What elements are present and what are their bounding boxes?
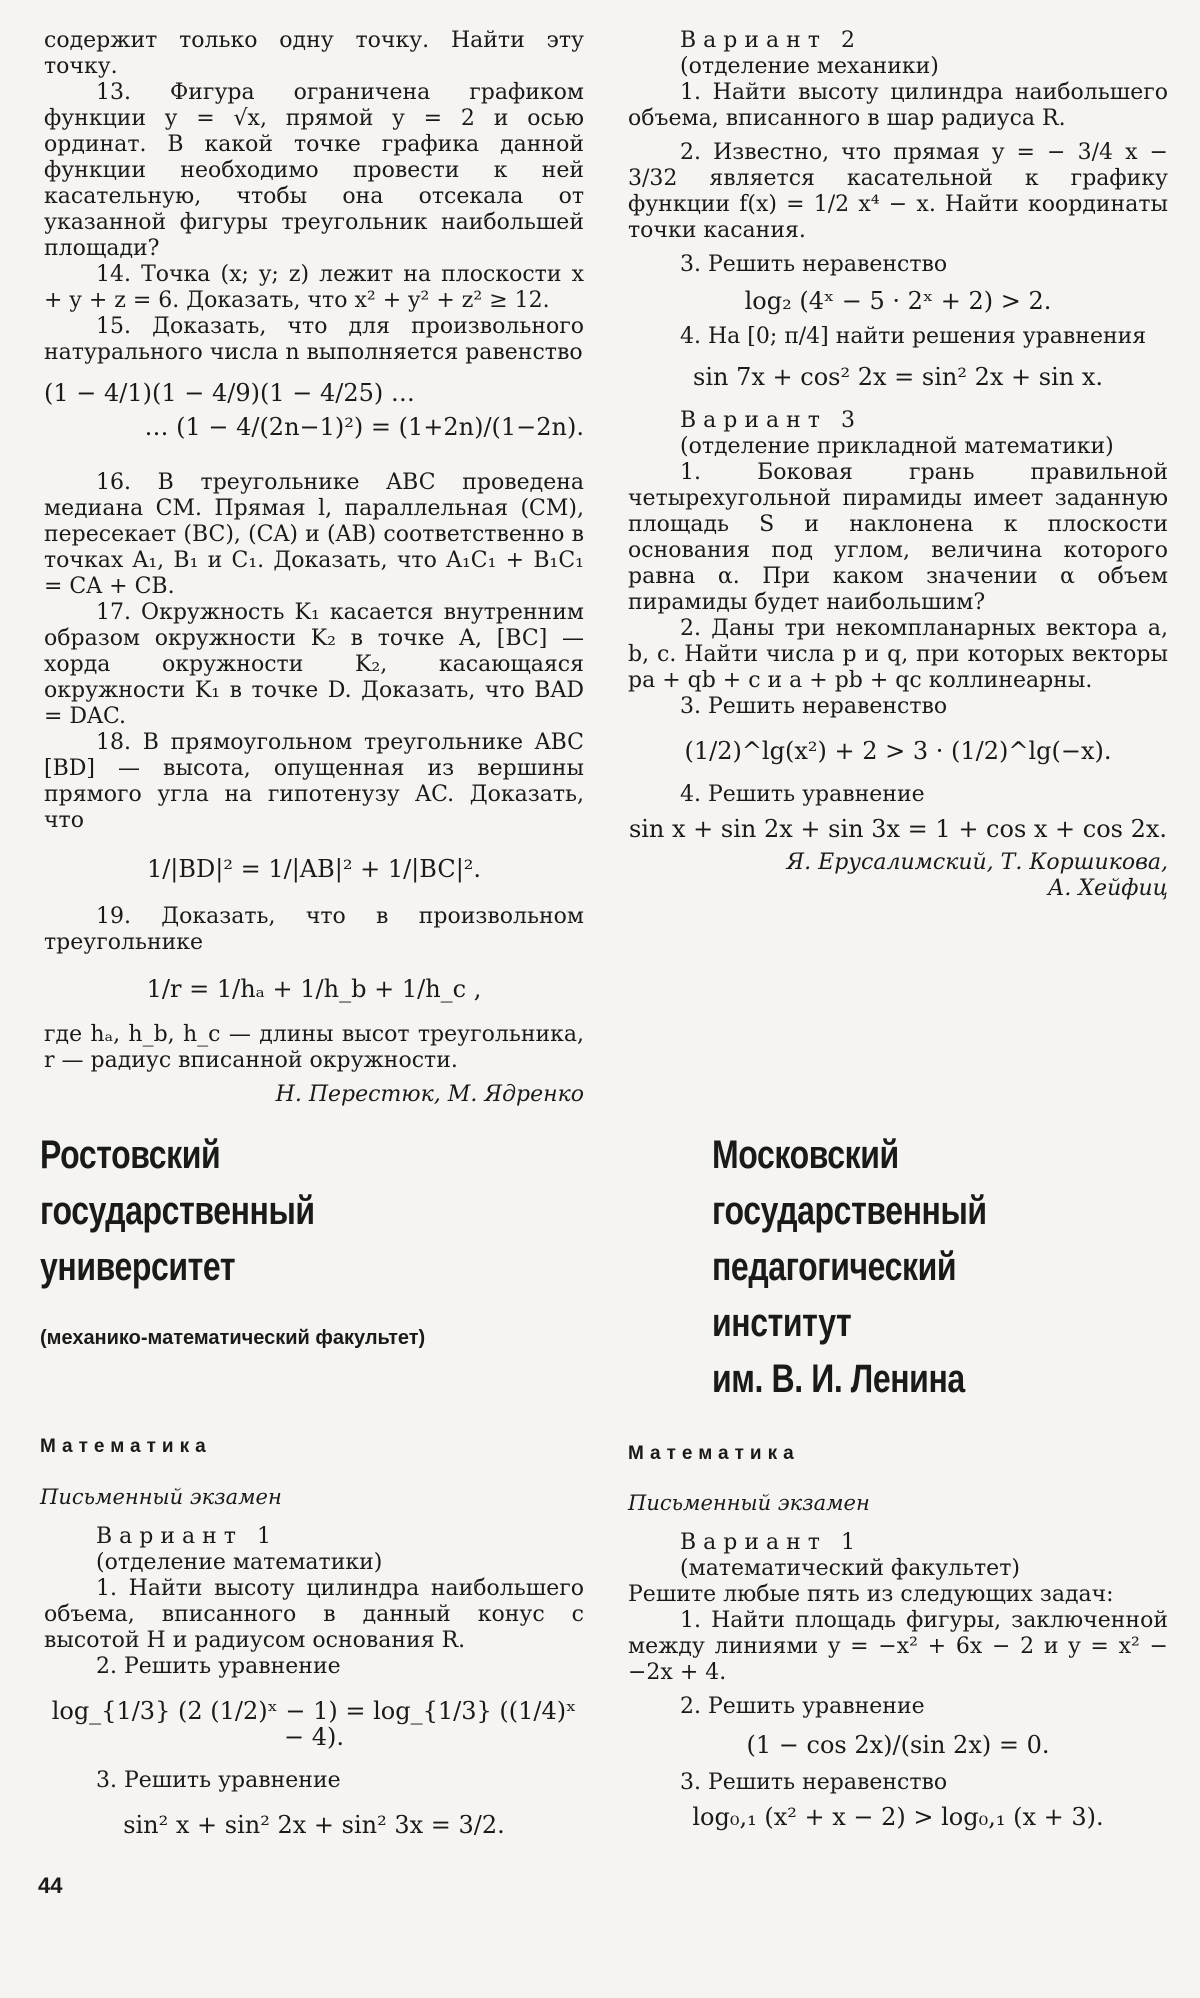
rostov-problem-3-formula: sin² x + sin² 2x + sin² 3x = 3/2.: [123, 1811, 505, 1839]
v3-problem-2: 2. Даны три некомпланарных вектора a, b, c. Найти числа p и q, при которых векторы pa + qb + c и a + pb + qc коллинеарны.: [628, 616, 1168, 693]
moscow-title-line2: государственный: [712, 1189, 987, 1233]
rostov-problem-3: 3. Решить уравнение: [96, 1768, 341, 1793]
problem-18-formula: 1/|BD|² = 1/|AB|² + 1/|BC|².: [146, 855, 482, 883]
rostov-subject: Математика: [40, 1436, 212, 1457]
v2-problem-1: 1. Найти высоту цилиндра наибольшего объема, вписанного в шар радиуса R.: [628, 80, 1168, 131]
rostov-variant-1: [44, 1524, 584, 1856]
v2-problem-3: 3. Решить неравенство: [680, 252, 948, 277]
problem-12-end: содержит только одну точку. Найти эту точку.: [44, 28, 584, 79]
rostov-title-line1: Ростовский: [40, 1133, 221, 1177]
page-number: 44: [38, 1873, 63, 1898]
v3-problem-1: 1. Боковая грань правильной четырехугольной пирамиды имеет заданную площадь S и наклонена к плоскости основания под углом, величина которого равна α. При каком значении α объем пирамиды будет наибольшим?: [628, 460, 1168, 615]
signature-right-1: Я. Ерусалимский, Т. Коршикова,: [786, 850, 1168, 875]
rostov-variant-1-title: Вариант 1: [96, 1524, 278, 1549]
problem-15-formula-line2: … (1 − 4/(2n−1)²) = (1+2n)/(1−2n).: [144, 413, 584, 441]
moscow-variant-1-title: Вариант 1: [680, 1530, 862, 1555]
problem-17: 17. Окружность K₁ касается внутренним образом окружности K₂ в точке A, [BC] — хорда окружности K₂, касающаяся окружности K₁ в точке D. Доказать, что BAD = DAC.: [44, 600, 584, 729]
moscow-title-line1: Московский: [712, 1133, 899, 1177]
problem-16: 16. В треугольнике ABC проведена медиана CM. Прямая l, параллельная (CM), пересекает (BC), (CA) и (AB) соответственно в точках A₁, B₁ и C₁. Доказать, что A₁C₁ + B₁C₁ = CA + CB.: [44, 470, 584, 599]
moscow-problem-3-formula: log₀,₁ (x² + x − 2) > log₀,₁ (x + 3).: [692, 1803, 1104, 1831]
problem-14: 14. Точка (x; y; z) лежит на плоскости x + y + z = 6. Доказать, что x² + y² + z² ≥ 12.: [44, 262, 584, 313]
rostov-variant-1-dept: (отделение математики): [96, 1550, 383, 1575]
v3-problem-4-formula: sin x + sin 2x + sin 3x = 1 + cos x + cos 2x.: [628, 815, 1168, 843]
variant-2-dept: (отделение механики): [680, 54, 939, 79]
v3-problem-3: 3. Решить неравенство: [680, 694, 948, 719]
variant-2-title: Вариант 2: [680, 28, 862, 53]
v3-problem-3-formula: (1/2)^lg(x²) + 2 > 3 · (1/2)^lg(−x).: [684, 737, 1112, 765]
rostov-title-line3: университет: [40, 1245, 236, 1289]
problem-13: 13. Фигура ограничена графиком функции y = √x, прямой y = 2 и осью ординат. В какой точке графика данной функции необходимо провести к ней касательную, чтобы она отсекала от указанной фигуры треугольник наибольшей площади?: [44, 80, 584, 261]
moscow-title-line3: педагогический институт: [712, 1245, 957, 1345]
variant-3-title: Вариант 3: [680, 408, 862, 433]
problem-18: 18. В прямоугольном треугольнике ABC [BD] — высота, опущенная из вершины прямого угла на гипотенузу AC. Доказать, что: [44, 730, 584, 833]
v2-problem-2: 2. Известно, что прямая y = − 3/4 x − 3/32 является касательной к графику функции f(x) = 1/2 x⁴ − x. Найти координаты точки касания.: [628, 140, 1168, 243]
moscow-subject: Математика: [628, 1443, 800, 1464]
moscow-problem-2-formula: (1 − cos 2x)/(sin 2x) = 0.: [746, 1731, 1050, 1759]
moscow-instruction: Решите любые пять из следующих задач:: [628, 1582, 1114, 1607]
rostov-problem-2: 2. Решить уравнение: [96, 1654, 341, 1679]
v2-problem-4-formula: sin 7x + cos² 2x = sin² 2x + sin x.: [693, 363, 1103, 391]
moscow-problem-2: 2. Решить уравнение: [680, 1694, 925, 1719]
right-column: [628, 28, 1168, 902]
signature-right-2: А. Хейфиц: [1047, 876, 1168, 901]
v3-problem-4: 4. Решить уравнение: [680, 782, 925, 807]
problem-15-formula-line1: (1 − 4/1)(1 − 4/9)(1 − 4/25) …: [44, 379, 415, 407]
moscow-problem-3: 3. Решить неравенство: [680, 1770, 948, 1795]
rostov-problem-1: 1. Найти высоту цилиндра наибольшего объема, вписанного в данный конус с высотой H и радиусом основания R.: [44, 1576, 584, 1653]
v2-problem-3-formula: log₂ (4ˣ − 5 · 2ˣ + 2) > 2.: [744, 287, 1052, 315]
rostov-title-line2: государственный: [40, 1189, 315, 1233]
problem-19-formula: 1/r = 1/hₐ + 1/h_b + 1/h_c ,: [146, 975, 482, 1003]
moscow-variant-1-dept: (математический факультет): [680, 1556, 1020, 1581]
variant-3-dept: (отделение прикладной математики): [680, 434, 1114, 459]
rostov-problem-2-formula: log_{1/3} (2 (1/2)ˣ − 1) = log_{1/3} ((1/4)ˣ − 4).: [51, 1697, 577, 1751]
moscow-title-line4: им. В. И. Ленина: [712, 1357, 965, 1401]
rostov-university-title: [40, 1127, 315, 1295]
problem-19-tail: где hₐ, h_b, h_c — длины высот треугольника, r — радиус вписанной окружности.: [44, 1022, 584, 1073]
problem-15: 15. Доказать, что для произвольного натурального числа n выполняется равенство: [44, 314, 584, 365]
v2-problem-4: 4. На [0; π/4] найти решения уравнения: [680, 324, 1147, 349]
moscow-exam-type: Письменный экзамен: [628, 1491, 870, 1515]
rostov-faculty: (механико-математический факультет): [40, 1327, 426, 1349]
moscow-variant-1: [628, 1530, 1168, 1838]
moscow-problem-1: 1. Найти площадь фигуры, заключенной между линиями y = −x² + 6x − 2 и y = x² − −2x + 4.: [628, 1608, 1168, 1685]
signature-left: Н. Перестюк, М. Ядренко: [275, 1082, 584, 1107]
moscow-institute-title: [712, 1127, 1102, 1407]
rostov-exam-type: Письменный экзамен: [40, 1485, 282, 1509]
left-column: [44, 28, 584, 1108]
problem-19: 19. Доказать, что в произвольном треугольнике: [44, 904, 584, 955]
